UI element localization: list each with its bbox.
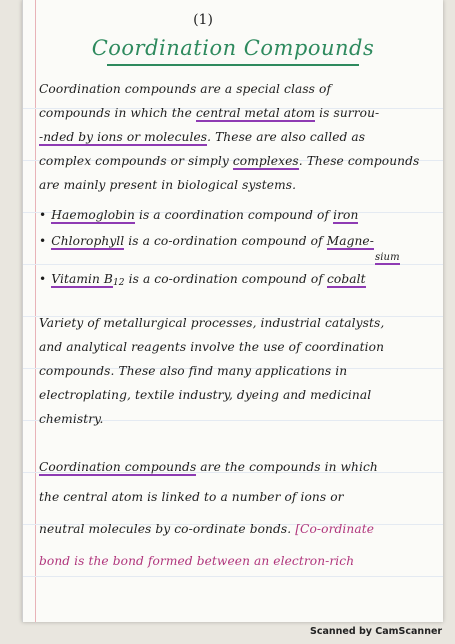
text-line [39,106,439,120]
text: . These compounds [298,154,420,168]
text: compounds. These also find many applications in [39,364,348,378]
highlighted-term: Chlorophyll [51,234,125,248]
text-line [39,178,439,192]
highlighted-term: Vitamin B [51,272,113,286]
text-line [39,412,439,426]
text-line [39,388,439,402]
text: and analytical reagents involve the use of coordination [39,340,385,354]
text-line [39,340,439,354]
text: . These are also called as [207,130,366,144]
list-item [39,234,439,248]
notebook-page [22,0,443,622]
text-line [39,154,439,168]
text: is surrou- [315,106,380,120]
bullet-icon: • [39,272,47,286]
highlighted-term: Haemoglobin [51,208,135,222]
ruled-line [23,576,443,577]
text: Variety of metallurgical processes, industrial catalysts, [39,316,385,330]
scanner-watermark: Scanned by CamScanner [310,626,443,637]
highlighted-term: iron [333,208,359,222]
text: the central atom is linked to a number of ions or [39,490,344,504]
highlighted-term: Magne- [326,234,374,248]
text-line [39,316,439,330]
title-underline [107,64,359,66]
page-title: Coordination Compounds [91,36,375,60]
list-item [39,272,439,288]
margin-line [35,0,36,622]
text-line [39,364,439,378]
text: chemistry. [39,412,104,426]
highlighted-term: complexes [232,154,299,168]
pink-text: bond is the bond formed between an electron-rich [39,554,355,568]
pink-text: [Co-ordinate [295,522,375,536]
subscript: 12 [112,278,125,288]
text-line [39,82,439,96]
bullet-icon: • [39,234,47,248]
page-number: (1) [193,12,213,28]
highlighted-term: sium [375,252,400,263]
text-line [39,522,439,536]
text: compounds in which the [39,106,196,120]
highlighted-term: -nded by ions or molecules [39,130,208,144]
text: is a co-ordination compound of [124,272,327,286]
text: is a coordination compound of [134,208,334,222]
text-line [39,130,439,144]
text-line [39,490,439,504]
text: Coordination compounds are a special class of [39,82,332,96]
text: neutral molecules by co-ordinate bonds. [39,522,296,536]
text: electroplating, textile industry, dyeing and medicinal [39,388,372,402]
highlighted-term: cobalt [326,272,366,286]
list-item [39,208,439,222]
text: complex compounds or simply [39,154,233,168]
bullet-icon: • [39,208,47,222]
text-line [39,554,439,568]
text-line [39,460,439,474]
text: are mainly present in biological systems. [39,178,297,192]
text-line [375,252,425,263]
highlighted-term: Coordination compounds [39,460,197,474]
text: is a co-ordination compound of [124,234,327,248]
text: are the compounds in which [196,460,378,474]
highlighted-term: central metal atom [195,106,316,120]
